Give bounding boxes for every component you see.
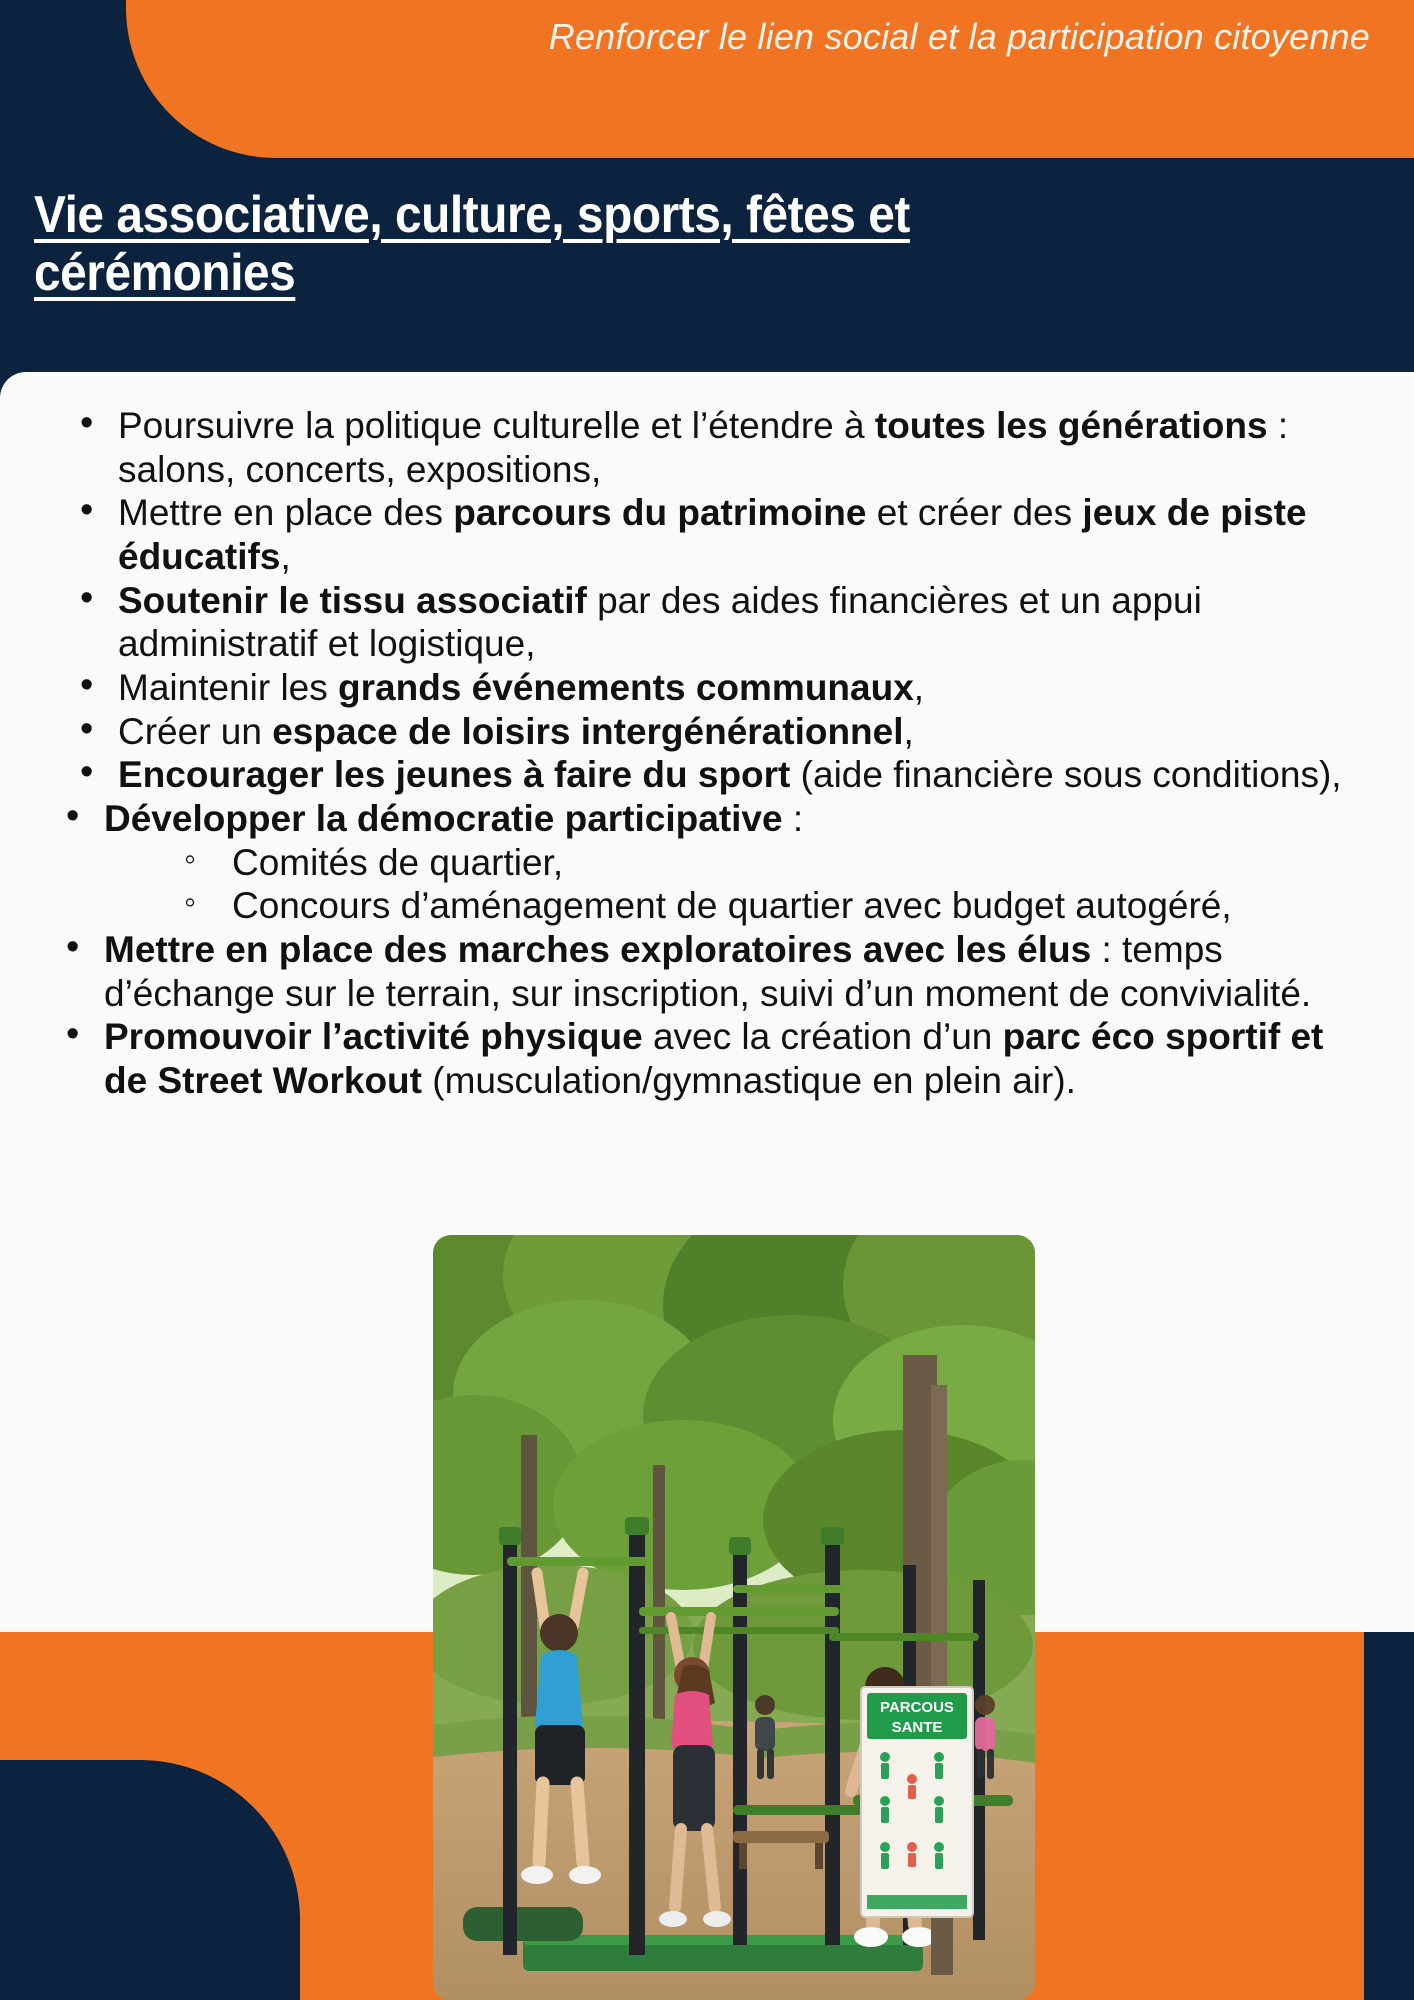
subbullet-concours: ◦ Concours d’aménagement de quartier avec budget autogéré, bbox=[176, 884, 1362, 928]
subbullet-comites: ◦ Comités de quartier, bbox=[176, 841, 1362, 885]
bullet-text: et créer des bbox=[866, 492, 1083, 534]
bullet-associatif bbox=[52, 579, 1362, 666]
page-title-text: Vie associative, culture, sports, fêtes et cérémonies bbox=[34, 186, 910, 303]
bullet-text: (musculation/gymnastique en plein air). bbox=[421, 1059, 1076, 1101]
bullet-text: (aide financière sous conditions), bbox=[790, 754, 1342, 796]
page-title bbox=[34, 186, 1064, 302]
street-workout-photo bbox=[433, 1235, 1035, 2000]
bullet-text: , bbox=[903, 710, 914, 752]
bullet-loisirs bbox=[52, 710, 1362, 754]
svg-text:SANTE: SANTE bbox=[891, 1719, 943, 1736]
bullet-text: : salons, concerts, expositions, bbox=[118, 405, 1289, 490]
bullet-text: Maintenir les bbox=[118, 666, 339, 708]
bullet-text: Poursuivre la politique culturelle et l’étendre à bbox=[118, 405, 875, 446]
bullet-text: : bbox=[782, 797, 804, 839]
bullet-emphasis: jeux de piste éducatifs bbox=[118, 492, 1307, 577]
bullet-democratie bbox=[52, 797, 1362, 928]
bullet-emphasis: toutes les générations bbox=[874, 405, 1268, 446]
bullet-text: : temps d’échange sur le terrain, sur inscription, suivi d’un moment de convivialité. bbox=[104, 928, 1312, 1014]
street-workout-illustration bbox=[433, 1235, 1035, 2000]
bullet-activite-physique bbox=[52, 1015, 1362, 1102]
bullet-democratie-sublist bbox=[104, 841, 1362, 928]
measures-list bbox=[52, 404, 1362, 1103]
bullet-text: par des aides financières et un appui administratif et logistique, bbox=[118, 579, 1202, 665]
bullet-emphasis: parcours du patrimoine bbox=[453, 492, 867, 534]
bullet-emphasis: Promouvoir l’activité physique bbox=[104, 1016, 643, 1058]
bullet-text: avec la création d’un bbox=[642, 1016, 1003, 1058]
bullet-emphasis: grands événements communaux bbox=[338, 666, 914, 708]
measures-list-container bbox=[0, 372, 1414, 1103]
footer-right-navy-strip bbox=[1364, 1632, 1414, 2000]
bullet-emphasis: parc éco sportif et de Street Workout bbox=[104, 1016, 1324, 1101]
bullet-emphasis: Mettre en place des marches exploratoires avec les élus bbox=[104, 928, 1092, 970]
bullet-culture bbox=[52, 404, 1362, 491]
bullet-patrimoine bbox=[52, 491, 1362, 578]
bullet-evenements bbox=[52, 666, 1362, 710]
bullet-emphasis: Développer la démocratie participative bbox=[104, 797, 783, 839]
bullet-text: Mettre en place des bbox=[118, 492, 454, 534]
bullet-emphasis: Encourager les jeunes à faire du sport bbox=[118, 754, 791, 796]
bullet-marches bbox=[52, 928, 1362, 1015]
bullet-text: , bbox=[913, 666, 925, 708]
bullet-emphasis: Soutenir le tissu associatif bbox=[118, 579, 587, 621]
bullet-jeunes-sport bbox=[52, 753, 1362, 797]
bullet-text: , bbox=[280, 535, 291, 577]
svg-text:PARCOUS: PARCOUS bbox=[880, 1699, 954, 1716]
header-subtitle: Renforcer le lien social et la participation citoyenne bbox=[548, 16, 1370, 57]
bullet-text: Créer un bbox=[118, 710, 273, 752]
bullet-emphasis: espace de loisirs intergénérationnel bbox=[272, 710, 904, 752]
